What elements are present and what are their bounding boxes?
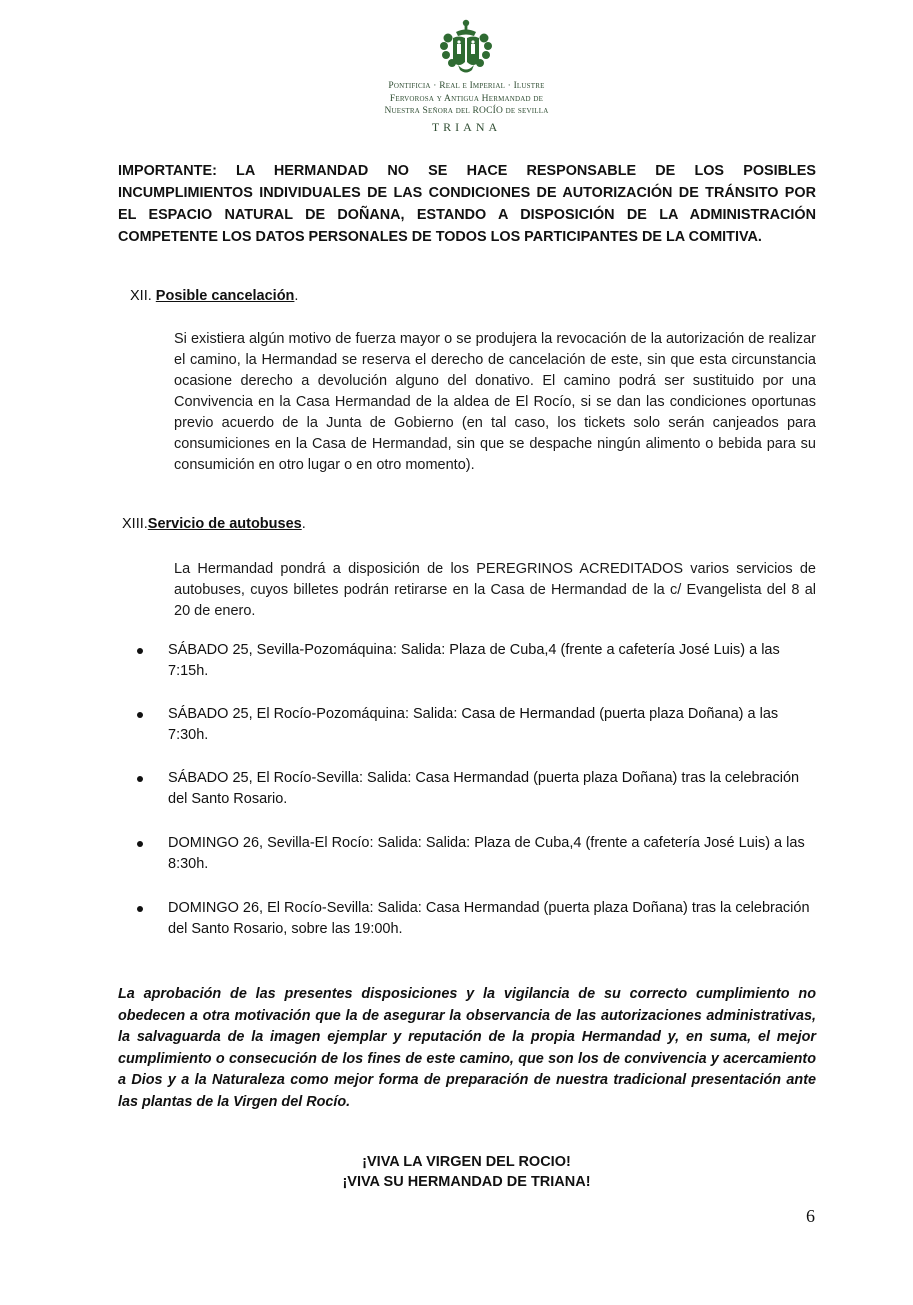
section-13-number: XIII.: [122, 516, 148, 532]
section-13-title: Servicio de autobuses: [147, 516, 302, 532]
org-line-1: Pontificia · Real e Imperial · Ilustre: [388, 81, 545, 91]
list-item-text: SÁBADO 25, El Rocío-Sevilla: Salida: Casa Hermandad (puerta plaza Doñana) tras la celebración del Santo Rosario.: [168, 770, 800, 807]
section-12-number: XII.: [130, 288, 152, 304]
bullet-dot-icon: [137, 841, 143, 847]
closing-statement: La aprobación de las presentes disposiciones y la vigilancia de su correcto cumplimiento no obedecen a otra motivación que la de asegurar la observancia de las autorizaciones administrativas, la salvaguarda de la imagen ejemplar y reputación de la propia Hermandad y, en suma, el mejor cumplimiento o consecución de los fines de este camino, que son los de convivencia y acercamiento a Dios y a la Naturaleza como mejor forma de preparación de nuestra tradicional presentación ante las plantas de la Virgen del Rocío.: [118, 986, 816, 1110]
viva-block: [300, 1152, 633, 1192]
section-13-heading: XIII.Servicio de autobuses.: [122, 516, 306, 532]
section-12-title: Posible cancelación: [155, 288, 295, 304]
org-line-2: Fervorosa y Antigua Hermandad de: [389, 94, 544, 104]
section-13-body: La Hermandad pondrá a disposición de los PEREGRINOS ACREDITADOS varios servicios de autobuses, cuyos billetes podrán retirarse en la Casa de Hermandad de la c/ Evangelista del 8 al 20 de enero.: [174, 561, 816, 619]
bullet-dot-icon: [137, 906, 143, 912]
section-12-body: Si existiera algún motivo de fuerza mayor o se produjera la revocación de la autorización de realizar el camino, la Hermandad se reserva el derecho de cancelación de este, sin que esta circunstancia ocasione derecho a devolución alguno del donativo. El camino podrá ser sustituido por una Convivencia en la Casa Hermandad de la aldea de El Rocío, si se dan las condiciones oportunas previo acuerdo de la Junta de Gobierno (en tal caso, los tickets solo serán canjeados para consumiciones en la Casa de Hermandad, sin que se despache ningún alimento o bebida para su consumición en otro lugar o en otro momento).: [174, 331, 816, 473]
page-number: 6: [806, 1206, 815, 1226]
list-item-text: SÁBADO 25, El Rocío-Pozomáquina: Salida: Casa de Hermandad (puerta plaza Doñana) a las 7:30h.: [168, 706, 779, 743]
viva-line-2: ¡VIVA SU HERMANDAD DE TRIANA!: [342, 1174, 591, 1190]
hermandad-crest-icon: [436, 18, 496, 76]
bullet-dot-icon: [137, 648, 143, 654]
bullet-dot-icon: [137, 712, 143, 718]
org-line-3: Nuestra Señora del ROCÍO de sevilla: [384, 106, 549, 116]
viva-line-1: ¡VIVA LA VIRGEN DEL ROCIO!: [362, 1154, 571, 1170]
list-item-text: DOMINGO 26, Sevilla-El Rocío: Salida: Salida: Plaza de Cuba,4 (frente a cafetería José Luis) a las 8:30h.: [168, 835, 805, 872]
org-line-4: TRIANA: [431, 120, 502, 134]
bullet-dot-icon: [137, 776, 143, 782]
important-notice: IMPORTANTE: LA HERMANDAD NO SE HACE RESPONSABLE DE LOS POSIBLES INCUMPLIMIENTOS INDIVIDUALES DE LAS CONDICIONES DE AUTORIZACIÓN DE TRÁNSITO POR EL ESPACIO NATURAL DE DOÑANA, ESTANDO A DISPOSICIÓN DE LA ADMINISTRACIÓN COMPETENTE LOS DATOS PERSONALES DE TODOS LOS PARTICIPANTES DE LA COMITIVA.: [118, 163, 816, 245]
organization-name: [300, 80, 633, 136]
list-item-text: SÁBADO 25, Sevilla-Pozomáquina: Salida: Plaza de Cuba,4 (frente a cafetería José Luis) a las 7:15h.: [168, 642, 780, 679]
section-12-heading: XII. Posible cancelación.: [130, 288, 299, 304]
list-item-text: DOMINGO 26, El Rocío-Sevilla: Salida: Casa Hermandad (puerta plaza Doñana) tras la celebración del Santo Rosario, sobre las 19:00h.: [168, 900, 810, 937]
